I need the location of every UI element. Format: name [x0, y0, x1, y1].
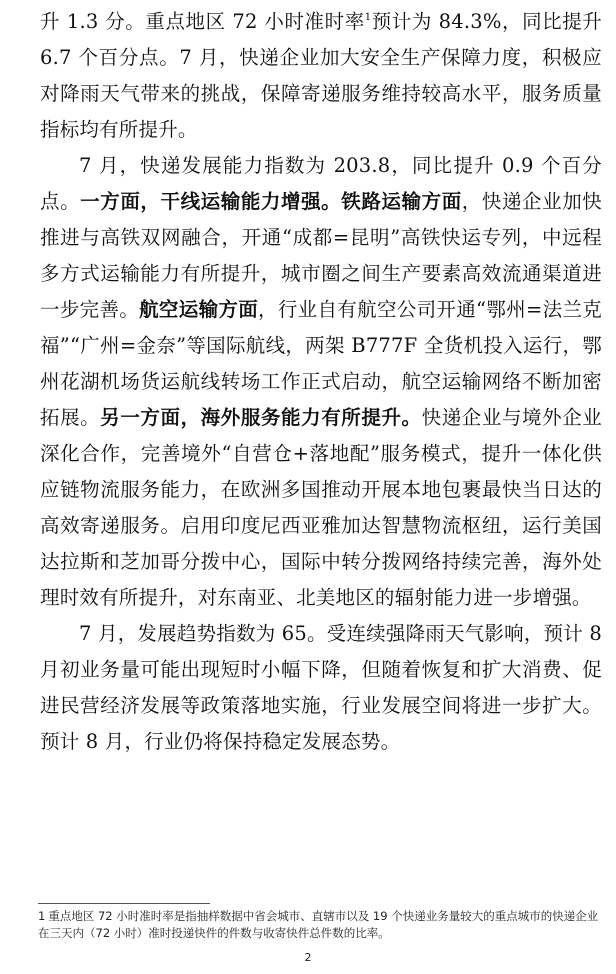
footnote: [38, 908, 604, 942]
footnote-divider: [38, 903, 210, 904]
bold-heading-air-transport: 航空运输方面: [139, 298, 259, 321]
bold-heading-trunk-transport: 一方面，干线运输能力增强。铁路运输方面: [80, 190, 462, 213]
text-run: 7 月，快递发展能力指数为 203.8，同比提升 0.9 个百分点。: [40, 154, 602, 213]
paragraph-service-quality: [40, 4, 602, 148]
footnote-marker: 1: [38, 909, 46, 923]
page-number: 2: [304, 951, 312, 964]
text-run: ，快递企业加快推进与高铁双网融合，开通“成都=昆明”高铁快运专列，中远程多方式运输能力有所提升，城市圈之间生产要素高效流通渠道进一步完善。: [40, 190, 602, 321]
text-run: ，行业自有航空公司开通“鄂州=法兰克福”“广州=金奈”等国际航线，两架 B777F 全货机投入运行，鄂州花湖机场货运航线转场工作正式启动，航空运输网络不断加密拓展。: [40, 298, 602, 429]
body-text: [40, 4, 602, 760]
paragraph-development-trend: 7 月，发展趋势指数为 65。受连续强降雨天气影响，预计 8 月初业务量可能出现短时小幅下降，但随着恢复和扩大消费、促进民营经济发展等政策落地实施，行业发展空间将进一步扩大。预计 8 月，行业仍将保持稳定发展态势。: [40, 622, 602, 753]
bold-heading-overseas-service: 另一方面，海外服务能力有所提升。: [100, 406, 422, 429]
paragraph-development-capacity: [40, 148, 602, 616]
text-run: 升 1.3 分。重点地区 72 小时准时率: [40, 10, 365, 33]
footnote-reference: 1: [364, 12, 372, 23]
text-run: 快递企业与境外企业深化合作，完善境外“自营仓+落地配”服务模式，提升一体化供应链物流服务能力，在欧洲多国推动开展本地包裹最快当日达的高效寄递服务。启用印度尼西亚雅加达智慧物流枢纽，运行美国达拉斯和芝加哥分拨中心，国际中转分拨网络持续完善，海外处理时效有所提升，对东南亚、北美地区的辐射能力进一步增强。: [40, 406, 602, 609]
footnote-text: 重点地区 72 小时准时率是指抽样数据中省会城市、直辖市以及 19 个快递业务量较大的重点城市的快递企业在三天内（72 小时）准时投递快件的件数与收寄快件总件数的比率。: [38, 909, 599, 940]
text-run: 预计为 84.3%，同比提升 6.7 个百分点。7 月，快递企业加大安全生产保障力度，积极应对降雨天气带来的挑战，保障寄递服务维持较高水平，服务质量指标均有所提升。: [40, 10, 602, 141]
